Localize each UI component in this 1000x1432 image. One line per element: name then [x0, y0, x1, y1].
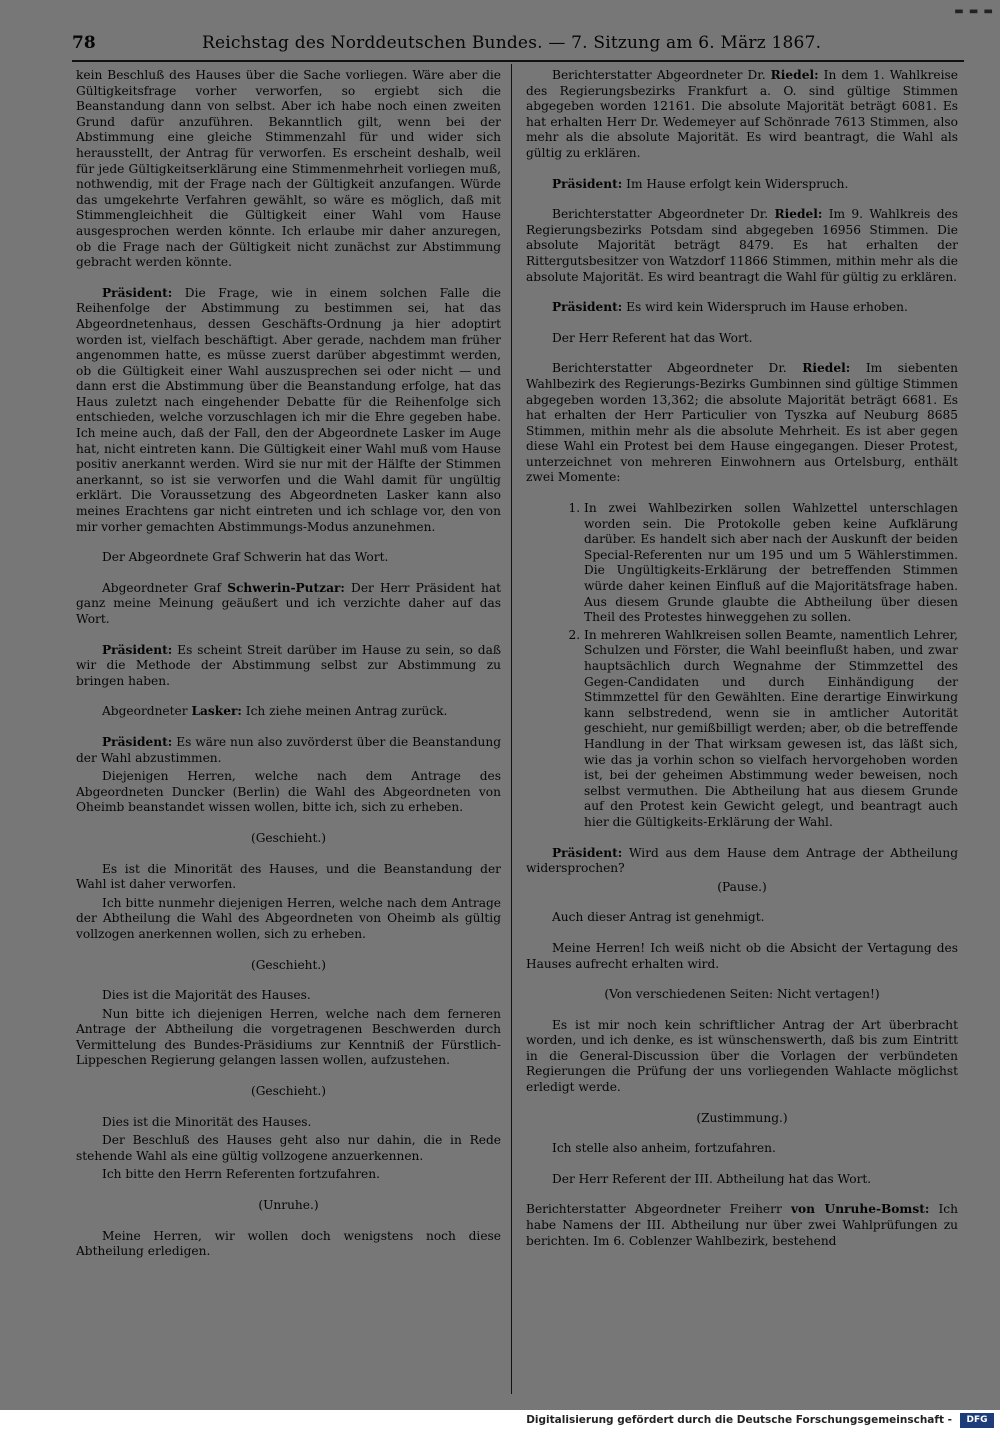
paragraph-text: Ich bitte nunmehr diejenigen Herren, welche nach dem Antrage der Abtheilung die Wahl des Abgeordneten von Oheimb als gültig vollzogen anerkennen wollen, sich zu erheben.	[76, 895, 501, 941]
dfg-logo: DFG	[960, 1413, 994, 1428]
paragraph	[76, 704, 501, 720]
paragraph-text: Es scheint Streit darüber im Hause zu sein, so daß wir die Methode der Abstimmung selbst zur Abstimmung zu bringen haben.	[76, 642, 501, 688]
paragraph	[526, 207, 958, 285]
paragraph-text: Im Hause erfolgt kein Widerspruch.	[622, 176, 849, 191]
paragraph-text: (Zustimmung.)	[696, 1110, 788, 1125]
paragraph-text: Ich stelle also anheim, fortzufahren.	[552, 1141, 776, 1156]
paragraph	[76, 286, 501, 536]
paragraph	[76, 1167, 501, 1183]
paragraph-text: Der Herr Referent hat das Wort.	[552, 330, 753, 345]
page-number: 78	[72, 33, 96, 53]
paragraph-text: Ich bitte den Herrn Referenten fortzufahren.	[102, 1167, 380, 1182]
paragraph-text: Auch dieser Antrag ist genehmigt.	[552, 910, 765, 925]
page-header	[72, 33, 972, 55]
paragraph	[76, 769, 501, 816]
speaker-role: Berichterstatter Abgeordneter Dr.	[552, 207, 775, 222]
paragraph	[76, 1229, 501, 1260]
paragraph-text: kein Beschluß des Hauses über die Sache vorliegen. Wäre aber die Gültigkeitsfrage vorher verworfen, so ergiebt sich die Beanstandung dann von selbst. Aber ich habe noch einen zweiten Grund dafür anzuführen. Bekanntlich gilt, wenn bei der Abstimmung eine gleiche Stimmenzahl für und wider sich herausstellt, der Antrag für verworfen. Es erscheint deshalb, weil für jede Gültigkeitserklärung eine Stimmenmehrheit vorliegen muß, nothwendig, mit der Frage nach der Gültigkeit anzufangen. Würde das umgekehrte Verfahren gewählt, so wäre es möglich, daß mit Stimmengleichheit die Gültigkeit einer Wahl vom Hause ausgesprochen werden könnte. Ich erlaube mir daher anzuregen, ob die Frage nach der Gültigkeit nicht zunächst zur Abstimmung gebracht werden könnte.	[76, 68, 501, 270]
paragraph	[76, 550, 501, 566]
left-column	[76, 68, 501, 1275]
paragraph-text: Es ist mir noch kein schriftlicher Antrag der Art überbracht worden, und ich denke, es ist wünschenswerth, daß bis zum Eintritt in die General-Discussion über die Vorlagen der verbündeten Regierungen die Prüfung der uns vorliegenden Wahlacte möglichst erledigt werde.	[526, 1017, 958, 1095]
speaker-role: Berichterstatter Abgeordneter Freiherr	[526, 1202, 791, 1217]
paragraph-text: Ich ziehe meinen Antrag zurück.	[241, 704, 448, 719]
paragraph-text: Ich habe Namens der III. Abtheilung nur über zwei Wahlprüfungen zu berichten. Im 6. Coblenzer Wahlbezirk, bestehend	[526, 1202, 958, 1248]
paragraph	[526, 1202, 958, 1249]
speaker-name: Präsident:	[102, 285, 173, 300]
paragraph	[76, 68, 501, 271]
paragraph	[526, 1172, 958, 1188]
speaker-name: Riedel:	[774, 207, 823, 222]
paragraph	[76, 1007, 501, 1069]
speaker-name: Präsident:	[552, 176, 623, 191]
paragraph	[76, 735, 501, 766]
paragraph-text: (Von verschiedenen Seiten: Nicht vertagen!)	[604, 987, 880, 1002]
paragraph	[76, 581, 501, 628]
paragraph	[526, 910, 958, 926]
paragraph-text: Im siebenten Wahlbezirk des Regierungs-Bezirks Gumbinnen sind gültige Stimmen abgegeben worden 13,362; die absolute Majorität beträgt 6681. Es hat erhalten der Herr Particulier von Tyszka auf Neuburg 8685 Stimmen, mithin mehr als die absolute Mehrheit. Es ist aber gegen diese Wahl ein Protest bei dem Hause eingegangen. Dieser Protest, unterzeichnet von mehreren Einwohnern aus Ortelsburg, enthält zwei Momente:	[526, 361, 958, 485]
paragraph	[526, 941, 958, 972]
paragraph-text: Im 9. Wahlkreis des Regierungsbezirks Potsdam sind abgegeben 16956 Stimmen. Die absolute Majorität beträgt 8479. Es hat erhalten der Rittergutsbesitzer von Watzdorf 11866 Stimmen, mithin mehr als die absolute Majorität. Es wird beantragt die Wahl für gültig zu erklären.	[526, 207, 958, 284]
paragraph-text: Die Frage, wie in einem solchen Falle die Reihenfolge der Abstimmung zu bestimmen sei, hat das Abgeordnetenhaus, dessen Geschäfts-Ordnung ja hier adoptirt worden ist, vielfach beschäftigt. Aber gerade, nachdem man früher angenommen hatte, es müsse zuerst darüber abgestimmt werden, ob die Gültigkeit einer Wahl auszusprechen sei oder nicht — und dann erst die Abstimmung über die Beanstandung erfolge, hat das Haus zuletzt nach eingehender Debatte für die Reihenfolge sich entschieden, welche vorzuschlagen ich mir die Ehre gegeben habe. Ich meine auch, daß der Fall, den der Abgeordnete Lasker im Auge hat, nicht eintreten kann. Die Gültigkeit einer Wahl muß vom Hause positiv anerkannt werden. Wird sie nur mit der Hälfte der Stimmen anerkannt, so ist sie verworfen und die Wahl damit für ungültig erklärt. Die Voraussetzung des Abgeordneten Lasker kann also meines Erachtens gar nicht eintreten und ich schlage vor, den von mir vorher gemachten Abstimmungs-Modus anzunehmen.	[76, 285, 501, 534]
paragraph-text: (Geschieht.)	[250, 1084, 327, 1099]
paragraph-text: Der Abgeordnete Graf Schwerin hat das Wort.	[102, 550, 389, 565]
paragraph-text: Es wäre nun also zuvörderst über die Beanstandung der Wahl abzustimmen.	[76, 734, 501, 765]
header-rule	[72, 60, 964, 62]
paragraph-text: (Unruhe.)	[258, 1198, 319, 1213]
paragraph	[76, 988, 501, 1004]
list-item: 2. In mehreren Wahlkreisen sollen Beamte, namentlich Lehrer, Schulzen und Förster, die Wahl beeinflußt haben, und zwar hauptsächlich durch Wegnahme der Stimmzettel des Gegen-Candidaten und durch Einhändigung der Stimmzettel für den Gewählten. Eine derartige Einwirkung kann selbstredend, wenn sie in amtlicher Autorität geschieht, nur gemißbilligt werden; aber, ob die betreffende Handlung in der That wirksam gewesen ist, das läßt sich, wie das ja vorhin schon so vielfach hervorgehoben worden ist, bei der geheimen Abstimmung weder beweisen, noch selbst vermuthen. Die Abtheilung hat aus diesem Grunde auf den Protest kein Gewicht gelegt, und beantragt auch hier die Gültigkeits-Erklärung der Wahl.	[584, 628, 958, 831]
speaker-role: Berichterstatter Abgeordneter Dr.	[552, 361, 803, 376]
paragraph	[526, 331, 958, 347]
paragraph-text: Meine Herren! Ich weiß nicht ob die Absicht der Vertagung des Hauses aufrecht erhalten wird.	[526, 940, 958, 971]
paragraph-text: (Geschieht.)	[250, 957, 327, 972]
speaker-name: Schwerin-Putzar:	[227, 580, 345, 595]
speaker-name: von Unruhe-Bomst:	[790, 1202, 930, 1217]
paragraph-text: In dem 1. Wahlkreise des Regierungsbezirks Frankfurt a. O. sind gültige Stimmen abgegeben worden 12161. Die absolute Majorität beträgt 6081. Es hat erhalten Herr Dr. Wedemeyer auf Schönrade 7613 Stimmen, also mehr als die absolute Majorität. Es wird beantragt, die Wahl als gültig zu erklären.	[526, 68, 958, 160]
scan-edge-mark: ▬ ▬ ▬	[954, 6, 994, 17]
speaker-name: Präsident:	[552, 300, 623, 315]
paragraph	[526, 361, 958, 486]
paragraph	[526, 177, 958, 193]
right-column	[526, 68, 958, 1264]
speaker-role: Abgeordneter Graf	[102, 580, 228, 595]
paragraph	[526, 880, 958, 896]
speaker-role: Abgeordneter	[102, 704, 192, 719]
paragraph	[526, 300, 958, 316]
speaker-name: Riedel:	[802, 361, 851, 376]
paragraph	[76, 643, 501, 690]
paragraph	[76, 1198, 501, 1214]
paragraph	[76, 958, 501, 974]
paragraph	[76, 896, 501, 943]
paragraph-text: Diejenigen Herren, welche nach dem Antrage des Abgeordneten Duncker (Berlin) die Wahl des Abgeordneten von Oheimb beanstandet wissen wollen, bitte ich, sich zu erheben.	[76, 769, 501, 815]
paragraph-text: Dies ist die Minorität des Hauses.	[102, 1114, 312, 1129]
speaker-name: Präsident:	[102, 642, 173, 657]
paragraph	[526, 846, 958, 877]
column-divider	[511, 64, 512, 1394]
paragraph-text: (Pause.)	[717, 879, 767, 894]
paragraph-text: Der Herr Referent der III. Abtheilung hat das Wort.	[552, 1171, 872, 1186]
speaker-role: Berichterstatter Abgeordneter Dr.	[552, 68, 771, 82]
speaker-name: Präsident:	[552, 845, 623, 860]
footer-bar	[0, 1410, 1000, 1432]
numbered-list	[526, 501, 958, 830]
paragraph	[76, 862, 501, 893]
paragraph-text: Es wird kein Widerspruch im Hause erhoben.	[622, 300, 908, 315]
paragraph	[526, 1141, 958, 1157]
paragraph-text: Nun bitte ich diejenigen Herren, welche nach dem ferneren Antrage der Abtheilung die vorgetragenen Beschwerden durch Vermittelung des Bundes-Präsidiums zur Kenntniß der Fürstlich-Lippeschen Regierung gelangen lassen wollen, aufzustehen.	[76, 1006, 501, 1068]
speaker-name: Präsident:	[102, 734, 173, 749]
paragraph-text: Dies ist die Majorität des Hauses.	[102, 988, 311, 1003]
paragraph-text: Meine Herren, wir wollen doch wenigstens noch diese Abtheilung erledigen.	[76, 1228, 501, 1259]
paragraph	[76, 1133, 501, 1164]
paragraph	[526, 987, 958, 1003]
speaker-name: Lasker:	[191, 704, 242, 719]
paragraph	[76, 831, 501, 847]
list-item: 1. In zwei Wahlbezirken sollen Wahlzettel unterschlagen worden sein. Die Protokolle geben keine Aufklärung darüber. Es handelt sich aber nach der Auskunft der beiden Special-Referenten nur um 195 und um 5 Wählerstimmen. Die Ungültigkeits-Erklärung der betreffenden Stimmen würde daher keinen Einfluß auf die Majoritätsfrage haben. Aus diesem Grunde glaubte die Abtheilung über diesen Theil des Protestes hinweggehen zu sollen.	[584, 501, 958, 626]
speaker-name: Riedel:	[770, 68, 819, 82]
paragraph	[526, 68, 958, 162]
paragraph-text: (Geschieht.)	[250, 830, 327, 845]
paragraph-text: Es ist die Minorität des Hauses, und die Beanstandung der Wahl ist daher verworfen.	[76, 861, 501, 892]
paragraph-text: Der Herr Präsident hat ganz meine Meinung geäußert und ich verzichte daher auf das Wort.	[76, 580, 501, 626]
paragraph	[526, 1111, 958, 1127]
funding-notice: Digitalisierung gefördert durch die Deutsche Forschungsgemeinschaft -	[526, 1414, 952, 1426]
paragraph	[76, 1115, 501, 1131]
paragraph-text: Wird aus dem Hause dem Antrage der Abtheilung widersprochen?	[526, 845, 958, 876]
paragraph	[526, 1018, 958, 1096]
running-title: Reichstag des Norddeutschen Bundes. — 7. Sitzung am 6. März 1867.	[202, 33, 822, 53]
paragraph	[76, 1084, 501, 1100]
paragraph-text: Der Beschluß des Hauses geht also nur dahin, die in Rede stehende Wahl als eine gültig vollzogene anzuerkennen.	[76, 1133, 501, 1163]
